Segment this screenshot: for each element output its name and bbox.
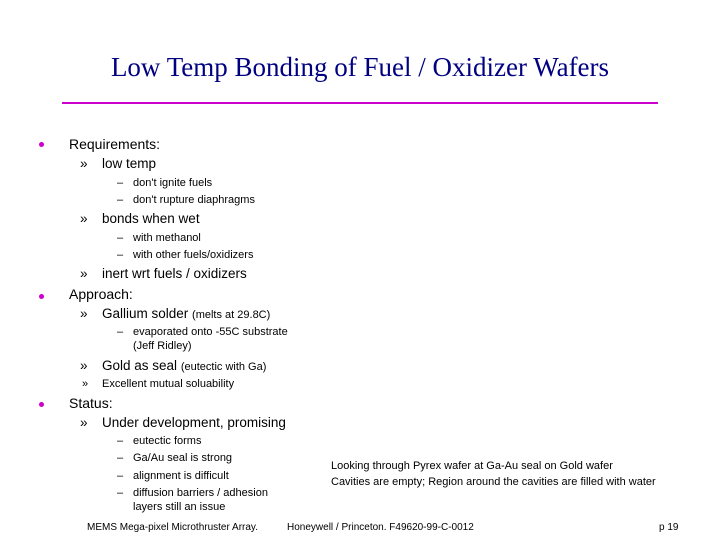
status-note-1: eutectic forms (133, 435, 202, 447)
chevron-icon: » (82, 378, 89, 390)
gold-sub-item: Excellent mutual soluability (102, 378, 235, 390)
dash-icon: – (117, 487, 124, 499)
bullet-dot (39, 402, 44, 407)
low-temp-note-1: don't ignite fuels (133, 177, 213, 189)
status-heading: Status: (69, 395, 113, 411)
dash-icon: – (117, 194, 124, 206)
dash-icon: – (117, 435, 124, 447)
under-development-item: Under development, promising (102, 415, 286, 430)
status-note-4: diffusion barriers / adhesion (133, 487, 268, 499)
slide-title: Low Temp Bonding of Fuel / Oxidizer Wafers (110, 52, 610, 82)
image-caption-line-1: Looking through Pyrex wafer at Ga-Au seal on Gold wafer (331, 460, 613, 472)
low-temp-note-2: don't rupture diaphragms (133, 194, 255, 206)
image-caption-line-2: Cavities are empty; Region around the cavities are filled with water (331, 476, 656, 488)
dash-icon: – (117, 326, 124, 338)
gallium-note: (melts at 29.8C) (192, 309, 271, 321)
chevron-icon: » (80, 415, 88, 430)
bullet-dot (39, 142, 44, 147)
gold-label: Gold as seal (102, 358, 178, 373)
chevron-icon: » (80, 156, 88, 171)
gallium-label: Gallium solder (102, 306, 189, 321)
dash-icon: – (117, 177, 124, 189)
title-divider (62, 102, 658, 104)
bonds-wet-note-2: with other fuels/oxidizers (133, 249, 254, 261)
bonds-wet-item: bonds when wet (102, 211, 200, 226)
gold-note: (eutectic with Ga) (180, 361, 267, 373)
dash-icon: – (117, 232, 124, 244)
chevron-icon: » (80, 306, 88, 321)
gold-item (102, 358, 266, 373)
gallium-item (102, 306, 270, 321)
status-note-4-continued: layers still an issue (133, 501, 226, 513)
dash-icon: – (117, 249, 124, 261)
dash-icon: – (117, 452, 124, 464)
gallium-sub-line-2: (Jeff Ridley) (133, 340, 192, 352)
dash-icon: – (117, 470, 124, 482)
chevron-icon: » (80, 266, 88, 281)
bullet-dot (39, 294, 44, 299)
bonds-wet-note-1: with methanol (133, 232, 201, 244)
footer-organization: Honeywell / Princeton. F49620-99-C-0012 (287, 522, 474, 533)
low-temp-item: low temp (102, 156, 157, 171)
gallium-sub-line-1: evaporated onto -55C substrate (133, 326, 288, 338)
page-number: p 19 (659, 522, 679, 533)
inert-item: inert wrt fuels / oxidizers (102, 266, 247, 281)
chevron-icon: » (80, 211, 88, 226)
approach-heading: Approach: (69, 286, 133, 302)
footer-project: MEMS Mega-pixel Microthruster Array. (87, 522, 258, 533)
status-note-2: Ga/Au seal is strong (133, 452, 233, 464)
status-note-3: alignment is difficult (133, 470, 229, 482)
chevron-icon: » (80, 358, 88, 373)
requirements-heading: Requirements: (69, 136, 161, 152)
